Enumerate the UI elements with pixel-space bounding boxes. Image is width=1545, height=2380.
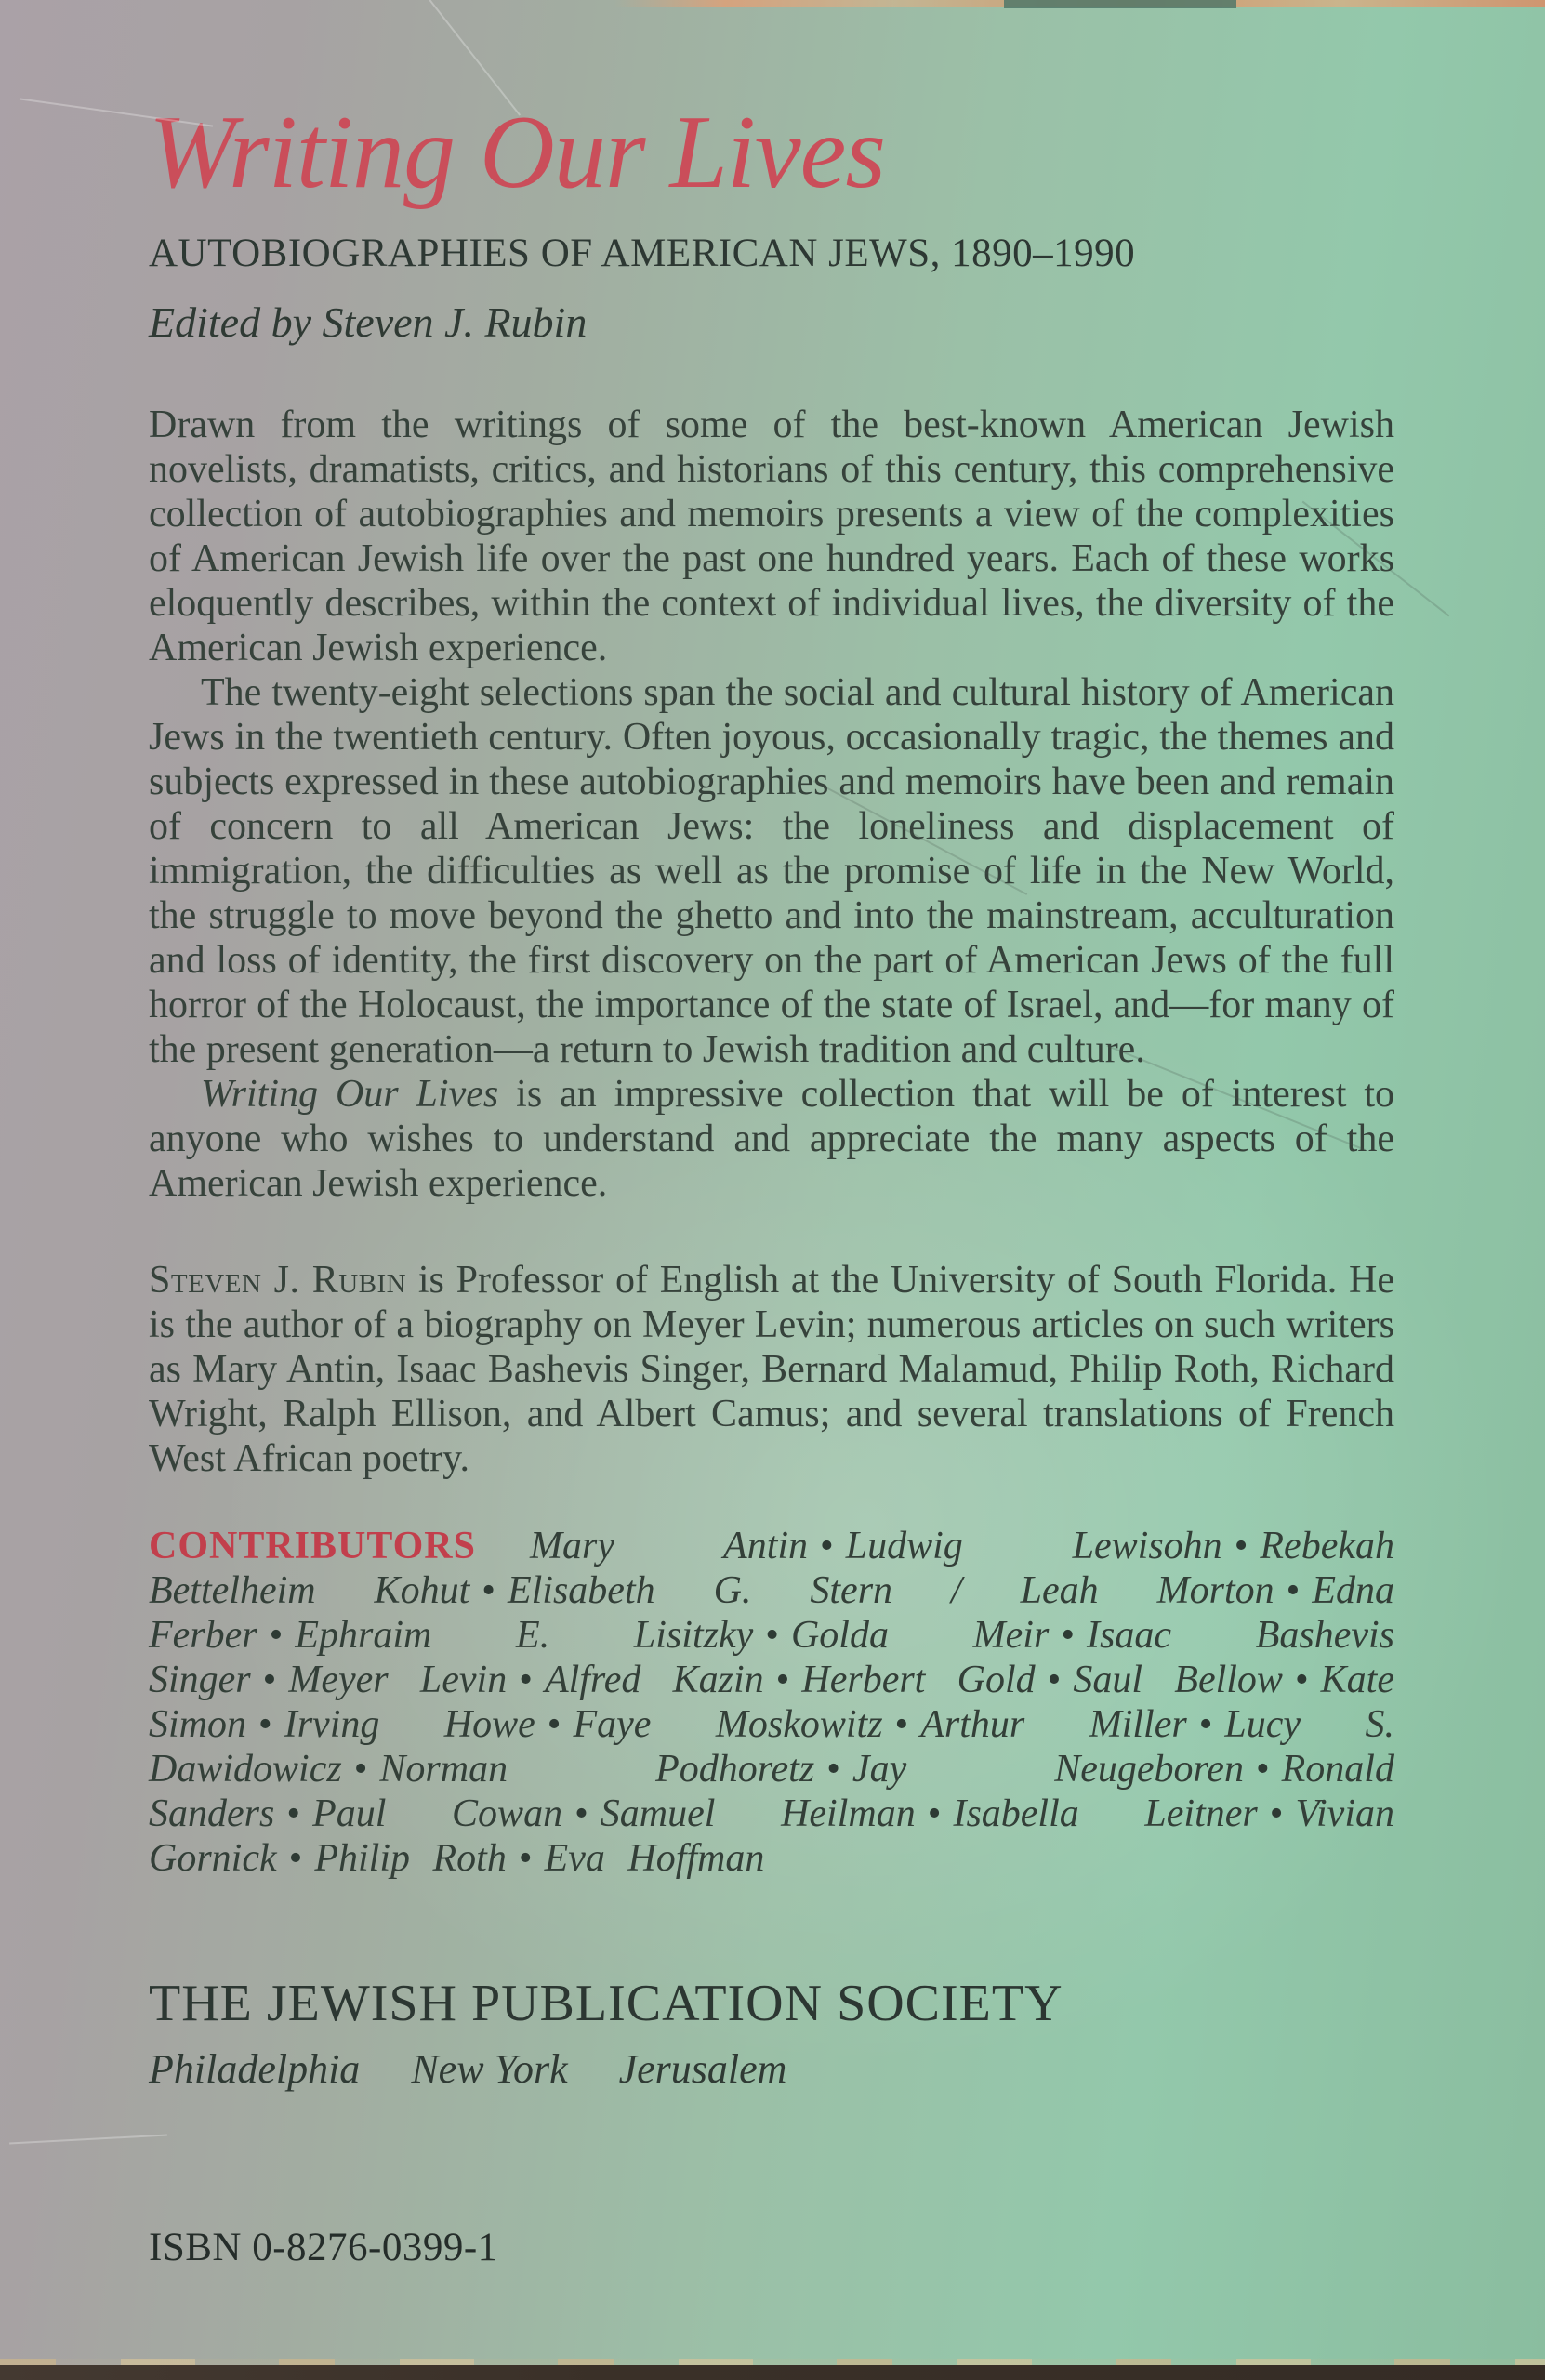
- edited-by-line: Edited by Steven J. Rubin: [149, 298, 588, 347]
- contributor-bullet: •: [262, 1658, 277, 1701]
- publisher-city-new-york: New York: [411, 2046, 568, 2093]
- book-title: Writing Our Lives: [149, 95, 885, 210]
- publisher-city-philadelphia: Philadelphia: [149, 2046, 361, 2093]
- contributor-bullet: •: [826, 1747, 840, 1791]
- contributor-name: Samuel Heilman: [600, 1792, 916, 1835]
- contributor-name: Alfred Kazin: [544, 1658, 764, 1701]
- contributor-name: Norman Podhoretz: [379, 1747, 815, 1791]
- contributor-name: Elisabeth G. Stern / Leah Morton: [507, 1568, 1274, 1612]
- contributor-name: Isabella Leitner: [953, 1792, 1258, 1835]
- publisher-city-jerusalem: Jerusalem: [618, 2046, 787, 2093]
- contributor-bullet: •: [1294, 1658, 1309, 1701]
- contributor-name: Edna Ferber: [149, 1568, 1394, 1657]
- contributor-name: Ludwig Lewisohn: [845, 1524, 1222, 1567]
- book-subtitle: AUTOBIOGRAPHIES OF AMERICAN JEWS, 1890–1990: [149, 231, 1136, 275]
- scratch-mark: [9, 2135, 167, 2145]
- contributor-name: Arthur Miller: [920, 1702, 1187, 1746]
- contributor-bullet: •: [353, 1747, 368, 1791]
- contributor-bullet: •: [269, 1613, 284, 1657]
- editor-bio-rest: is Professor of English at the University of South Florida. He is the author of a biography on Meyer Levin; numerous articles on such writers as Mary Antin, Isaac Bashevis Singer, Bernard Malamud, Philip Roth, Richard Wright, Ralph Ellison, and Albert Camus; and several translations of French West African poetry.: [149, 1258, 1394, 1480]
- description-paragraph-2: The twenty-eight selections span the social and cultural history of American Jews in the twentieth century. Often joyous, occasionally tragic, the themes and subjects expressed in these autobiographies and memoirs have been and remain of concern to all American Jews: the loneliness and displacement of immigration, the difficulties as well as the promise of life in the New World, the struggle to move beyond the ghetto and into the mainstream, acculturation and loss of identity, the first discovery on the part of American Jews of the full horror of the Holocaust, the importance of the state of Israel, and—for many of the present generation—a return to Jewish tradition and culture.: [149, 670, 1394, 1071]
- contributor-name: Herbert Gold: [801, 1658, 1036, 1701]
- contributors-label: CONTRIBUTORS: [149, 1524, 476, 1567]
- editor-name-smallcaps: Steven J. Rubin: [149, 1258, 407, 1302]
- contributor-bullet: •: [288, 1836, 303, 1880]
- contributor-name: Irving Howe: [284, 1702, 535, 1746]
- contributor-bullet: •: [258, 1702, 272, 1746]
- contributor-bullet: •: [1255, 1747, 1270, 1791]
- contributor-name: Rebekah Bettelheim Kohut: [149, 1524, 1394, 1612]
- contributor-bullet: •: [1286, 1568, 1301, 1612]
- contributors-section: [149, 1524, 1394, 1881]
- description-paragraph-3-title-ref: Writing Our Lives: [201, 1072, 499, 1116]
- contributor-name: Mary Antin: [529, 1524, 809, 1567]
- contributor-name: Meyer Levin: [288, 1658, 508, 1701]
- publisher-name: THE JEWISH PUBLICATION SOCIETY: [149, 1974, 1063, 2032]
- contributor-name: Golda Meir: [790, 1613, 1050, 1657]
- contributor-bullet: •: [820, 1524, 834, 1567]
- contributor-name: Vivian Gornick: [149, 1792, 1394, 1880]
- contributor-bullet: •: [894, 1702, 909, 1746]
- contributor-bullet: •: [927, 1792, 942, 1835]
- editor-bio: [149, 1258, 1394, 1481]
- contributor-name: Paul Cowan: [312, 1792, 563, 1835]
- contributor-bullet: •: [1234, 1524, 1248, 1567]
- contributor-bullet: •: [482, 1568, 495, 1612]
- contributors-names: [149, 1525, 1394, 1880]
- contributor-name: Eva Hoffman: [544, 1836, 765, 1880]
- contributor-bullet: •: [775, 1658, 790, 1701]
- contributor-bullet: •: [1269, 1792, 1284, 1835]
- cover-content: [149, 0, 1394, 2270]
- contributor-name: Faye Moskowitz: [573, 1702, 883, 1746]
- contributor-name: Saul Bellow: [1073, 1658, 1283, 1701]
- contributor-bullet: •: [518, 1836, 533, 1880]
- contributor-name: Jay Neugeboren: [852, 1747, 1244, 1791]
- contributor-name: Lucy S. Dawidowicz: [149, 1702, 1394, 1791]
- contributor-name: Ronald Sanders: [149, 1747, 1394, 1835]
- contributor-bullet: •: [519, 1658, 533, 1701]
- isbn-line: ISBN 0-8276-0399-1: [149, 2226, 498, 2270]
- contributor-bullet: •: [574, 1792, 588, 1835]
- contributor-bullet: •: [1061, 1613, 1076, 1657]
- contributor-bullet: •: [1047, 1658, 1062, 1701]
- description-paragraph-3-rest: is an impressive collection that will be of interest to anyone who wishes to understand and appreciate the many aspects of the American Jewish experience.: [149, 1072, 1394, 1205]
- scan-edge-bottom: [0, 2365, 1545, 2380]
- contributor-name: Philip Roth: [314, 1836, 507, 1880]
- contributor-name: Kate Simon: [149, 1658, 1394, 1746]
- contributor-bullet: •: [286, 1792, 301, 1835]
- publisher-cities: [149, 2045, 1394, 2093]
- description: [149, 403, 1394, 1206]
- contributor-bullet: •: [1198, 1702, 1213, 1746]
- contributor-name: Ephraim E. Lisitzky: [295, 1613, 754, 1657]
- contributor-name: Isaac Bashevis Singer: [149, 1613, 1394, 1701]
- contributor-bullet: •: [547, 1702, 561, 1746]
- contributor-bullet: •: [765, 1613, 779, 1657]
- scan-edge-bottom-tan: [0, 2359, 1545, 2365]
- description-paragraph-3: [149, 1072, 1394, 1206]
- scan-edge-top-dark: [1004, 0, 1236, 8]
- description-paragraph-1: Drawn from the writings of some of the best-known American Jewish novelists, dramatists, critics, and historians of this century, this comprehensive collection of autobiographies and memoirs presents a view of the complexities of American Jewish life over the past one hundred years. Each of these works eloquently describes, within the context of individual lives, the diversity of the American Jewish experience.: [149, 403, 1394, 669]
- editor-bio-paragraph: [149, 1258, 1394, 1481]
